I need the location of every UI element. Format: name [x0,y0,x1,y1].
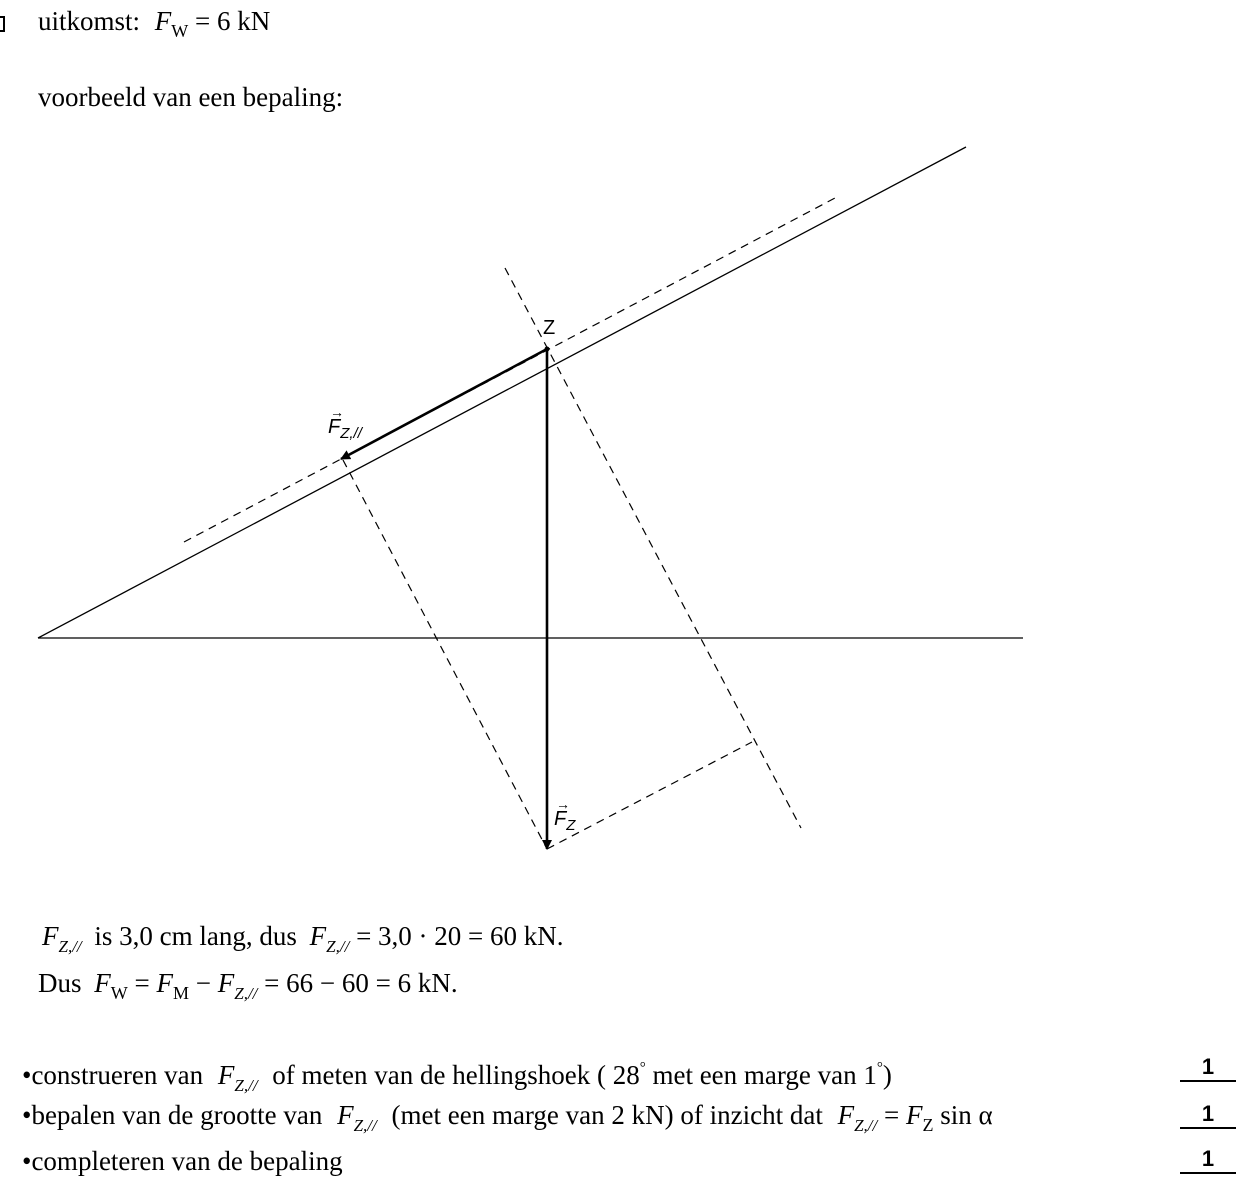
bullet: • [22,1146,32,1176]
symbol: F [42,921,59,951]
symbol: F [217,968,235,998]
symbol-sub: W [110,983,128,1003]
text: bepalen van de grootte van [31,1100,323,1130]
symbol: F [156,968,173,998]
bullet: • [22,1100,32,1130]
text: − [195,968,211,998]
symbol-sub: Z,// [854,1116,878,1135]
score-2: 1 [1180,1101,1236,1129]
symbol-sub: Z,// [234,984,258,1003]
explanation-line-1 [42,921,564,962]
point-z-label: Z [543,317,556,339]
text: = [134,968,150,998]
criterion-1 [22,1053,892,1101]
criterion-2 [22,1100,993,1141]
degree-sign: ° [876,1060,883,1076]
gravity-force-sub: Z [566,817,576,834]
answer-value: = 6 kN [195,6,271,36]
text: completeren van de bepaling [31,1146,343,1176]
symbol-sub: Z [922,1115,934,1135]
text: of meten van de hellingshoek ( 28 [272,1060,640,1090]
dashed-perpendicular-lower [343,460,547,849]
symbol: F [337,1100,354,1130]
symbol: F [217,1060,235,1090]
symbol-sub: M [173,983,190,1003]
symbol: F [94,968,111,998]
dashed-completion-line [547,742,752,849]
text: met een marge van 1 [652,1060,877,1090]
gravity-force-symbol: F [554,808,567,830]
parallel-force-label [328,404,362,442]
degree-sign: ° [639,1060,646,1076]
incline-line [38,147,966,638]
answer-symbol: F [154,6,172,36]
text: = [884,1100,900,1130]
parallel-force-sub: Z,// [340,425,362,442]
text: (met een marge van 2 kN) of inzicht dat [391,1100,823,1130]
text: = 3,0 · 20 = 60 kN. [356,921,564,951]
text: Dus [38,968,82,998]
parallel-force-arrow [341,349,547,459]
text: = 66 − 60 = 6 kN. [264,968,458,998]
text: sin α [940,1100,993,1130]
score-3: 1 [1180,1146,1236,1174]
text: is 3,0 cm lang, dus [94,921,297,951]
text: construeren van [31,1060,204,1090]
criterion-3 [22,1146,343,1176]
symbol: F [309,921,327,951]
point-z-dot [545,347,550,352]
symbol: F [905,1100,923,1130]
symbol-sub: Z,// [353,1116,377,1135]
score-1: 1 [1180,1054,1236,1082]
symbol-sub: Z,// [326,937,350,956]
answer-label: uitkomst: [38,6,141,36]
dashed-perpendicular-top [505,268,801,828]
gravity-force-label [554,796,576,834]
text: ) [882,1060,892,1090]
vector-arrow-icon: → [556,796,570,812]
symbol-sub: Z,// [58,937,82,956]
bullet: • [22,1060,32,1090]
answer-symbol-sub: W [171,21,189,41]
vector-arrow-icon: → [330,404,344,420]
parallel-force-symbol: F [328,416,341,438]
example-heading: voorbeeld van een bepaling: [38,82,344,112]
symbol: F [837,1100,855,1130]
explanation-line-2 [38,968,458,1009]
symbol-sub: Z,// [234,1076,258,1095]
